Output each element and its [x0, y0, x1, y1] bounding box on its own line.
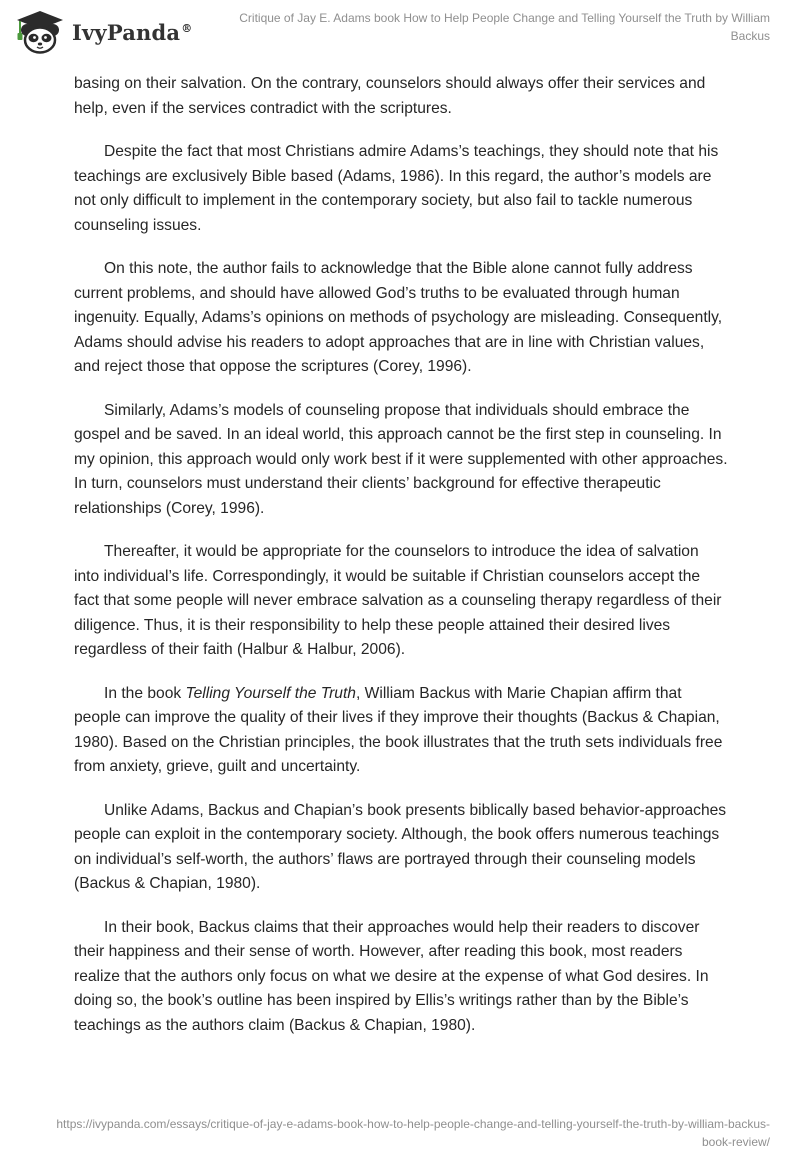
paragraph: On this note, the author fails to acknowledge that the Bible alone cannot fully address current problems, and should have allowed God’s truths to be evaluated through human ingenuity. Equally, Adams’s opinions on methods of psychology are misleading. Consequently, Adams should advise his readers to adopt approaches that are in line with Christian values, and reject those that oppose the scriptures (Corey, 1996).	[74, 260, 723, 375]
paragraph: Thereafter, it would be appropriate for the counselors to introduce the idea of salvation into individual’s life. Correspondingly, it would be suitable if Christian counselors accept the fact that some people will never embrace salvation as a counseling therapy regardless of their diligence. Thus, it is their responsibility to help these people attained their desired lives regardless of their faith (Halbur & Halbur, 2006).	[74, 543, 722, 658]
paragraph: Despite the fact that most Christians admire Adams’s teachings, they should note that his teachings are exclusively Bible based (Adams, 1986). In this regard, the author’s models are not only difficult to implement in the contemporary society, but also fail to tackle numerous counseling issues.	[74, 143, 719, 234]
paragraph: basing on their salvation. On the contrary, counselors should always offer their services and help, even if the services contradict with the scriptures.	[74, 75, 706, 117]
ivypanda-logo[interactable]	[14, 10, 192, 54]
paragraph: Unlike Adams, Backus and Chapian’s book presents biblically based behavior-approaches people can exploit in the contemporary society. Although, the book offers numerous teachings on individual’s self-worth, the authors’ flaws are portrayed through their counseling models (Backus & Chapian, 1980).	[74, 801, 727, 892]
page-header	[0, 0, 800, 62]
essay-body	[74, 72, 728, 1057]
book-title: Telling Yourself the Truth	[185, 684, 356, 702]
panda-graduate-icon	[14, 10, 66, 54]
paragraph	[74, 682, 728, 780]
registered-mark: ®	[181, 21, 193, 35]
logo-text: IvyPanda®	[72, 19, 193, 45]
paragraph: In their book, Backus claims that their approaches would help their readers to discover their happiness and their sense of worth. However, after reading this book, most readers realize that the authors only focus on what we desire at the expense of what God desires. In doing so, the book’s outline has been inspired by Ellis’s writings rather than by the Bible’s teachings as the authors claim (Backus & Chapian, 1980).	[74, 918, 709, 1034]
source-url[interactable]: https://ivypanda.com/essays/critique-of-jay-e-adams-book-how-to-help-people-change-and-telling-yourself-the-truth-by-william-backus-book-review/	[56, 1117, 770, 1149]
paragraph-text: In the book	[104, 684, 186, 702]
paragraph-text: , William Backus with Marie Chapian affirm that people can improve the quality of their lives if they improve their thoughts (Backus & Chapian, 1980). Based on the Christian principles, the book illustrates that the truth sets individuals free from anxiety, grieve, guilt and uncertainty.	[74, 684, 723, 775]
document-title: Critique of Jay E. Adams book How to Help People Change and Telling Yourself the Truth by William Backus	[239, 11, 770, 43]
paragraph: Similarly, Adams’s models of counseling propose that individuals should embrace the gospel and be saved. In an ideal world, this approach cannot be the first step in counseling. In my opinion, this approach would only work best if it were supplemented with other approaches. In turn, counselors must understand their clients’ background for effective therapeutic relationships (Corey, 1996).	[74, 401, 728, 517]
